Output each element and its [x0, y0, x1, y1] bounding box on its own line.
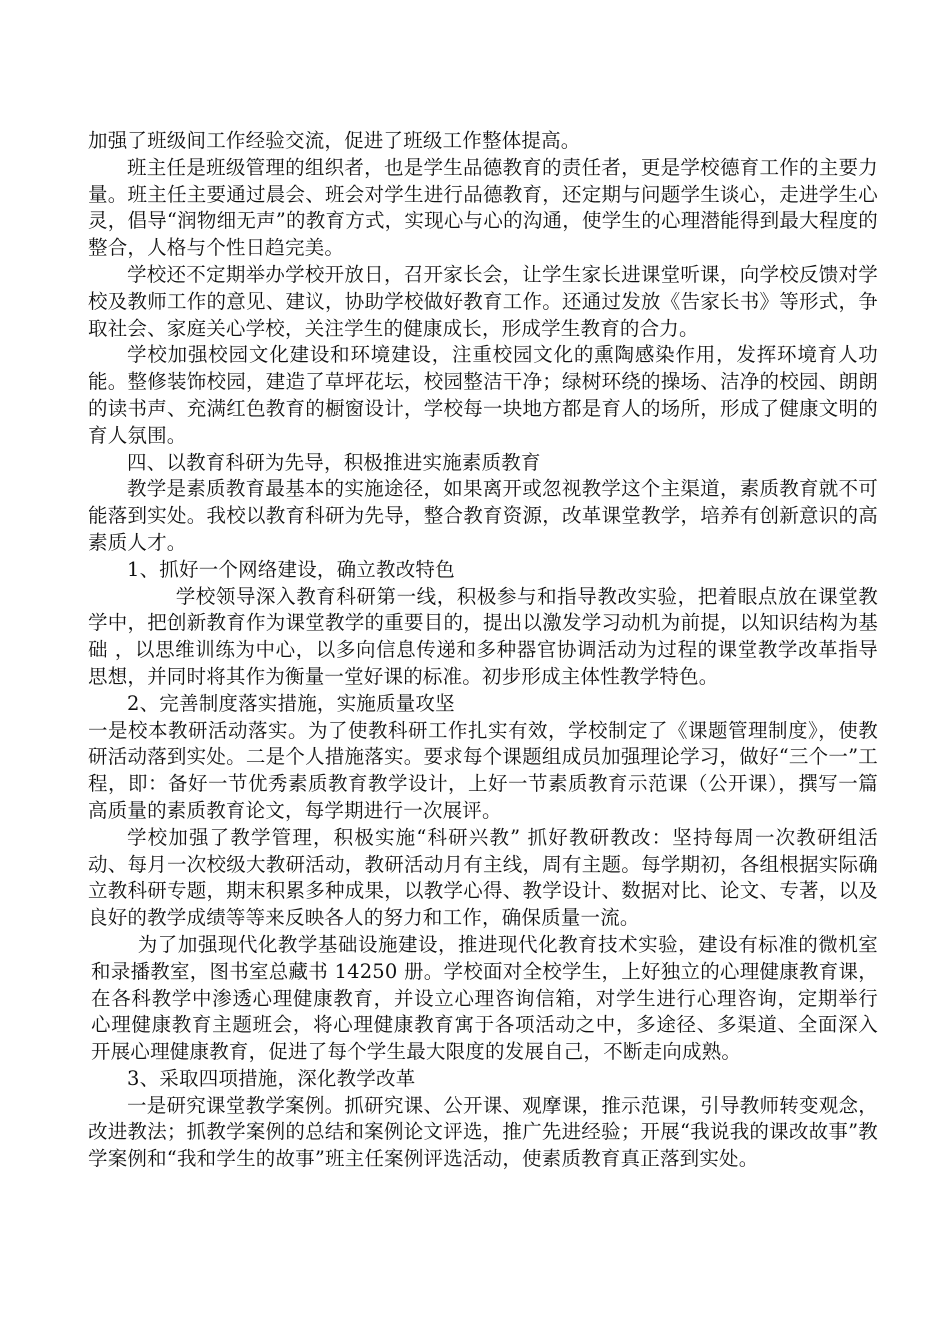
paragraph-research-activities: 一是校本教研活动落实。为了使教科研工作扎实有效，学校制定了《课题管理制度》，使教研活动落到实处。二是个人措施落实。要求每个课题组成员加强理论学习，做好“三个一”工程，即：备好一节优秀素质教育教学设计，上好一节素质教育示范课（公开课），撰写一篇高质量的素质教育论文，每学期进行一次展评。 [88, 718, 878, 822]
paragraph-facilities: 为了加强现代化教学基础设施建设，推进现代化教育技术实验，建设有标准的微机室和录播教室，图书室总藏书 14250 册。学校面对全校学生，上好独立的心理健康教育课，在各科教学中渗透心理健康教育，并设立心理咨询信箱，对学生进行心理咨询，定期举行心理健康教育主题班会，将心理健康教育寓于各项活动之中，多途径、多渠道、全面深入开展心理健康教育，促进了每个学生最大限度的发展自己，不断走向成熟。 [91, 932, 878, 1064]
paragraph-open-day: 学校还不定期举办学校开放日，召开家长会，让学生家长进课堂听课，向学校反馈对学校及教师工作的意见、建议，协助学校做好教育工作。还通过发放《告家长书》等形式，争取社会、家庭关心学校，关注学生的健康成长，形成学生教育的合力。 [88, 262, 878, 340]
subheading-3: 3、采取四项措施，深化教学改革 [127, 1066, 416, 1090]
paragraph-teaching-management: 学校加强了教学管理，积极实施“科研兴教” 抓好教研教改：坚持每周一次教研组活动、每月一次校级大教研活动，教研活动月有主线，周有主题。每学期初，各组根据实际确立教科研专题，期末积累多种成果，以教学心得、教学设计、数据对比、论文、专著，以及良好的教学成绩等等来反映各人的努力和工作，确保质量一流。 [88, 825, 878, 930]
paragraph-campus-culture: 学校加强校园文化建设和环境建设，注重校园文化的熏陶感染作用，发挥环境育人功能。整修装饰校园，建造了草坪花坛，校园整洁干净；绿树环绕的操场、洁净的校园、朗朗的读书声、充满红色教育的橱窗设计，学校每一块地方都是育人的场所，形成了健康文明的育人氛围。 [88, 343, 878, 447]
paragraph-continuation: 加强了班级间工作经验交流，促进了班级工作整体提高。 [88, 129, 581, 152]
paragraph-case-study: 一是研究课堂教学案例。抓研究课、公开课、观摩课，推示范课，引导教师转变观念，改进教法；抓教学案例的总结和案例论文评选，推广先进经验；开展“我说我的课改故事”教学案例和“我和学生的故事”班主任案例评选活动，使素质教育真正落到实处。 [88, 1093, 878, 1171]
subheading-2: 2、完善制度落实措施，实施质量攻坚 [127, 691, 455, 715]
subheading-1: 1、抓好一个网络建设，确立教改特色 [127, 557, 455, 581]
paragraph-leadership: 学校领导深入教育科研第一线，积极参与和指导教改实验，把着眼点放在课堂教学中，把创新教育作为课堂教学的重要目的，提出以激发学习动机为前提，以知识结构为基础 ，以思维训练为中心，以多向信息传递和多种器官协调活动为过程的课堂教学改革指导思想，并同时将其作为衡量一堂好课的标准。初步形成主体性教学特色。 [88, 584, 878, 688]
paragraph-teaching: 教学是素质教育最基本的实施途径，如果离开或忽视教学这个主渠道，素质教育就不可能落到实处。我校以教育科研为先导，整合教育资源，改革课堂教学，培养有创新意识的高素质人才。 [88, 477, 878, 554]
paragraph-head-teacher: 班主任是班级管理的组织者，也是学生品德教育的责任者，更是学校德育工作的主要力量。班主任主要通过晨会、班会对学生进行品德教育，还定期与问题学生谈心，走进学生心灵，倡导“润物细无声”的教育方式，实现心与心的沟通，使学生的心理潜能得到最大程度的整合，人格与个性日趋完美。 [88, 155, 878, 260]
document-page [88, 128, 878, 1173]
section-heading-4: 四、以教育科研为先导，积极推进实施素质教育 [127, 450, 541, 474]
